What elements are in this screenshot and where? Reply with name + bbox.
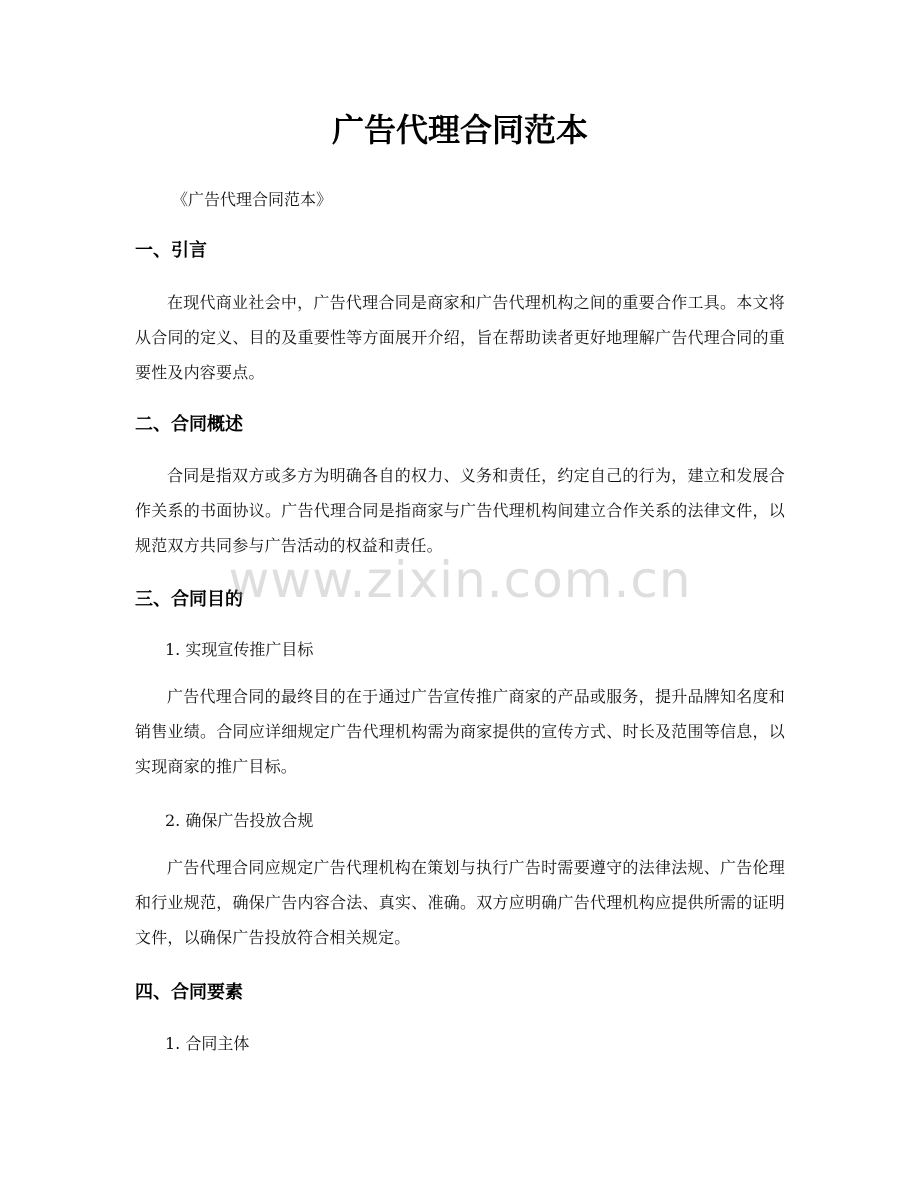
section-heading-elements: 四、合同要素 — [135, 982, 243, 1003]
subheading-compliance: 2. 确保广告投放合规 — [165, 811, 314, 830]
subheading-promotion-goal: 1. 实现宣传推广目标 — [165, 640, 314, 659]
section-heading-overview: 二、合同概述 — [135, 414, 243, 435]
section-paragraph-overview: 合同是指双方或多方为明确各自的权力、义务和责任，约定自己的行为，建立和发展合作关系的书面协议。广告代理合同是指商家与广告代理机构间建立合作关系的法律文件，以规范双方共同参与广告活动的权益和责任。 — [135, 466, 785, 555]
subheading-contract-parties: 1. 合同主体 — [165, 1034, 250, 1053]
document-subtitle: 《广告代理合同范本》 — [172, 190, 333, 209]
section-paragraph-introduction: 在现代商业社会中，广告代理合同是商家和广告代理机构之间的重要合作工具。本文将从合同的定义、目的及重要性等方面展开介绍，旨在帮助读者更好地理解广告代理合同的重要性及内容要点。 — [135, 293, 785, 382]
watermark-text: www.zixin.com.cn — [228, 551, 692, 609]
paragraph-promotion-goal: 广告代理合同的最终目的在于通过广告宣传推广商家的产品或服务，提升品牌知名度和销售业绩。合同应详细规定广告代理机构需为商家提供的宣传方式、时长及范围等信息，以实现商家的推广目标。 — [135, 687, 785, 776]
paragraph-compliance: 广告代理合同应规定广告代理机构在策划与执行广告时需要遵守的法律法规、广告伦理和行业规范，确保广告内容合法、真实、准确。双方应明确广告代理机构应提供所需的证明文件，以确保广告投放符合相关规定。 — [135, 858, 785, 947]
section-heading-introduction: 一、引言 — [135, 240, 207, 261]
section-heading-purpose: 三、合同目的 — [135, 589, 243, 610]
document-title: 广告代理合同范本 — [331, 111, 588, 149]
